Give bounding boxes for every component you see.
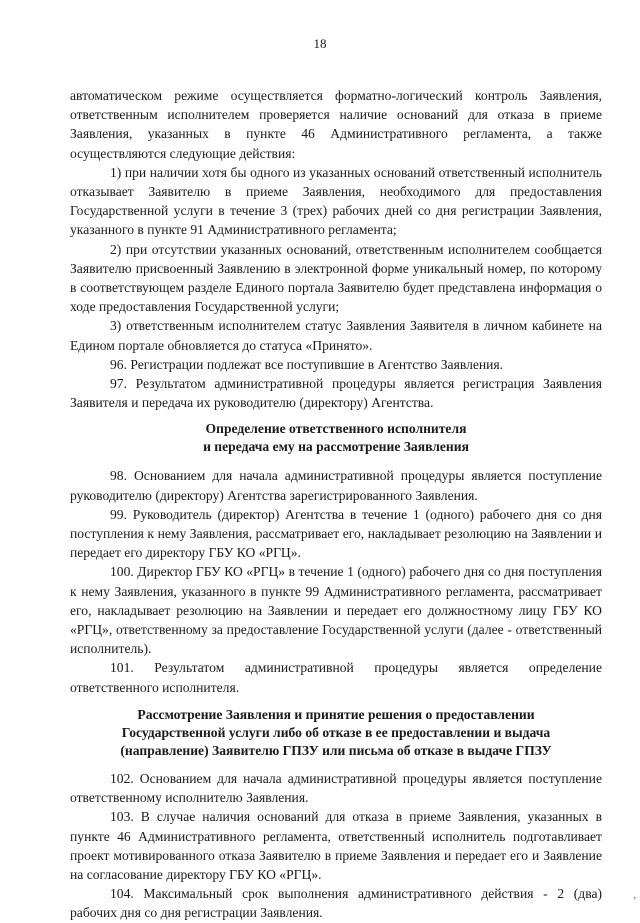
heading-line: Определение ответственного исполнителя: [205, 421, 467, 437]
page-number: 18: [313, 36, 327, 51]
paragraph-101: 101. Результатом административной процедуры является определение ответственного исполнителя.: [70, 660, 602, 695]
paragraph-item-3: 3) ответственным исполнителем статус Заявления Заявителя в личном кабинете на Едином портале обновляется до статуса «Принято».: [70, 318, 602, 353]
paragraph-96: 96. Регистрации подлежат все поступившие в Агентство Заявления.: [110, 356, 504, 372]
heading-line: (направление) Заявителю ГПЗУ или письма об отказе в выдаче ГПЗУ: [120, 742, 552, 758]
scan-edge-mark: ,: [633, 890, 636, 901]
heading-line: Рассмотрение Заявления и принятие решения о предоставлении: [137, 706, 535, 722]
section-heading-review-decision: [70, 706, 602, 760]
paragraph-98: 98. Основанием для начала административной процедуры является поступление руководителю (директору) Агентства зарегистрированного Заявления.: [70, 468, 602, 503]
paragraph-104: 104. Максимальный срок выполнения административного действия - 2 (два) рабочих дня со дня регистрации Заявления.: [70, 886, 602, 921]
section-heading-responsible-executor: [70, 420, 602, 456]
heading-line: Государственной услуги либо об отказе в ее предоставлении и выдача: [121, 724, 551, 740]
paragraph-continuation: автоматическом режиме осуществляется форматно-логический контроль Заявления, ответственным исполнителем проверяется наличие оснований для отказа в приеме Заявления, указанных в пункте 46 Административного регламента, а также осуществляются следующие действия:: [70, 88, 602, 161]
paragraph-item-2: 2) при отсутствии указанных оснований, ответственным исполнителем сообщается Заявителю присвоенный Заявлению в электронной форме уникальный номер, по которому в соответствующем разделе Единого портала Заявителю будет представлена информация о ходе предоставления Государственной услуги;: [70, 241, 602, 315]
paragraph-97: 97. Результатом административной процедуры является регистрация Заявления Заявителя и передача их руководителю (директору) Агентства.: [70, 376, 602, 411]
paragraph-99: 99. Руководитель (директор) Агентства в течение 1 (одного) рабочего дня со дня поступления к нему Заявления, рассматривает его, накладывает резолюцию на Заявлении и передает его директору ГБУ КО «РГЦ».: [70, 506, 602, 561]
heading-line: и передача ему на рассмотрение Заявления: [203, 439, 469, 455]
document-body: [70, 86, 602, 923]
paragraph-102: 102. Основанием для начала административной процедуры является поступление ответственному исполнителю Заявления.: [70, 770, 602, 806]
paragraph-item-1: 1) при наличии хотя бы одного из указанных оснований ответственный исполнитель отказывает Заявителю в приеме Заявления, необходимого для предоставления Государственной услуги в течение 3 (трех) рабочих дней со дня регистрации Заявления, указанного в пункте 91 Административного регламента;: [70, 164, 602, 238]
paragraph-100: 100. Директор ГБУ КО «РГЦ» в течение 1 (одного) рабочего дня со дня поступления к нему Заявления, указанного в пункте 99 Административного регламента, рассматривает его, накладывает резолюцию на Заявлении и передает его должностному лицу ГБУ КО «РГЦ», ответственному за предоставление Государственной услуги (далее - ответственный исполнитель).: [70, 564, 602, 657]
paragraph-103: 103. В случае наличия оснований для отказа в приеме Заявления, указанных в пункте 46 Административного регламента, ответственный исполнитель подготавливает проект мотивированного отказа Заявителю в приеме Заявления и передает его и Заявление на согласование директору ГБУ КО «РГЦ».: [70, 809, 602, 882]
